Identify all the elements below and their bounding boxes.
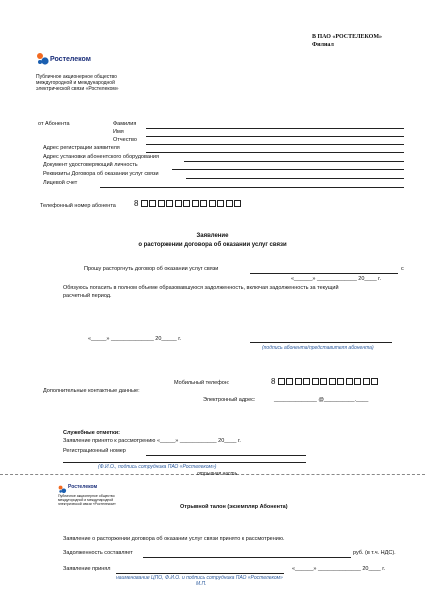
statement-title: Заявление	[196, 233, 229, 239]
statement-subtitle: о расторжении договора об оказании услуг связи	[138, 242, 287, 248]
reg-number-label: Регистрационный номер	[63, 448, 126, 454]
contacts-label: Дополнительные контактные данные:	[43, 388, 140, 394]
recipient-company: В ПАО «РОСТЕЛЕКОМ»	[312, 34, 383, 40]
contract-number-field[interactable]	[250, 273, 398, 274]
coupon-caption: наименование ЦПО, Ф.И.О. и подпись сотрудника ПАО «Ростелеком»	[116, 575, 283, 581]
logo-brand: Ростелеком	[50, 56, 91, 63]
company-logo	[36, 52, 50, 71]
id-document-label: Документ удостоверяющий личность	[43, 162, 138, 168]
surname-field[interactable]	[146, 128, 404, 129]
reg-number-field[interactable]	[146, 455, 306, 456]
phone-prefix: 8	[134, 199, 139, 208]
terminate-request-text: Прошу расторгнуть договор об оказании услуг связи	[84, 266, 219, 272]
debt-label: Задолженность составляет	[63, 550, 133, 556]
mobile-label: Мобильный телефон:	[174, 380, 230, 386]
employee-sign-field[interactable]	[63, 462, 306, 463]
employee-caption: (Ф.И.О., подпись сотрудника ПАО «Ростелеком»)	[98, 464, 217, 470]
from-subscriber-label: от Абонента	[38, 121, 70, 127]
phone-label: Телефонный номер абонента	[40, 203, 116, 209]
name-field[interactable]	[146, 136, 404, 137]
contract-details-label: Реквизиты Договора об оказании услуг связи	[43, 171, 159, 177]
recipient-branch: Филиал	[312, 42, 334, 48]
debt-amount-field[interactable]	[143, 557, 351, 558]
rostelecom-logo-icon	[36, 52, 50, 66]
surname-label: Фамилия	[113, 121, 137, 127]
name-label: Имя	[113, 129, 124, 135]
mobile-input[interactable]	[271, 377, 380, 386]
received-date[interactable]: «______» ______________ 20____ г.	[292, 566, 386, 572]
coupon-logo-desc-1: Публичное акционерное общество	[58, 494, 115, 498]
from-date-word: с	[401, 266, 404, 272]
coupon-accepted: Заявление о расторжении договора об оказании услуг связи принято к рассмотрению.	[63, 536, 285, 542]
account-field[interactable]	[100, 187, 404, 188]
service-accepted[interactable]: Заявление принято к рассмотрению «_____» ____________ 20____ г.	[63, 438, 241, 444]
coupon-logo-desc-3: электрической связи «Ростелеком»	[58, 502, 116, 506]
reg-address-label: Адрес регистрации заявителя	[43, 145, 120, 151]
equip-address-field[interactable]	[184, 161, 404, 162]
logo-desc-2: междугородной и международной	[36, 80, 115, 86]
coupon-title: Отрывной талон (экземпляр Абонента)	[180, 504, 288, 510]
signature-caption: (подпись абонента/представителя абонента)	[262, 345, 374, 351]
obligation-text: Обязуюсь погасить в полном объеме образовавшуюся задолженность, включая задолженность за текущий	[63, 285, 339, 291]
signature-date[interactable]: «_____» ______________ 20_____ г.	[88, 336, 182, 342]
contract-details-field[interactable]	[186, 178, 404, 179]
rostelecom-logo-icon	[58, 485, 67, 494]
patronymic-field[interactable]	[146, 144, 404, 145]
account-label: Лицевой счет	[43, 180, 78, 186]
id-document-field[interactable]	[172, 169, 404, 170]
service-marks-title: Служебные отметки:	[63, 430, 120, 436]
coupon-logo-desc-2: междугородной и международной	[58, 498, 114, 502]
cut-line-label: отрывная часть	[197, 471, 238, 477]
termination-date[interactable]: «______» _____________ 20____ г.	[291, 276, 382, 282]
equip-address-label: Адрес установки абонентского оборудования	[43, 154, 159, 160]
obligation-text-2: расчетный период.	[63, 293, 112, 299]
phone-input[interactable]	[134, 199, 243, 208]
mobile-prefix: 8	[271, 377, 276, 386]
email-field[interactable]: ______________ @__________.____	[274, 397, 369, 403]
coupon-logo-brand: Ростелеком	[68, 484, 98, 490]
received-by-field[interactable]	[116, 573, 284, 574]
email-label: Электронный адрес:	[203, 397, 256, 403]
patronymic-label: Отчество	[113, 137, 137, 143]
logo-desc-3: электрической связи «Ростелеком»	[36, 86, 119, 92]
logo-desc-1: Публичное акционерное общество	[36, 74, 117, 80]
received-label: Заявление принял	[63, 566, 111, 572]
reg-address-field[interactable]	[146, 152, 404, 153]
coupon-stamp: М.П.	[196, 581, 207, 587]
debt-unit: руб. (в т.ч. НДС).	[353, 550, 396, 556]
signature-field[interactable]	[250, 342, 392, 343]
